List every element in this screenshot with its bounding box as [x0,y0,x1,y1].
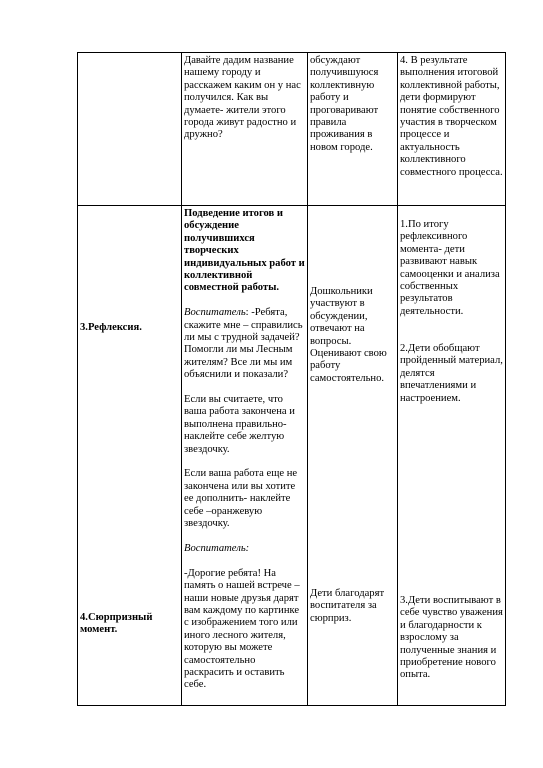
table-border-col2 [181,52,182,706]
summary-heading: Подведение итогов и обсуждение получившихся творческих индивидуальных работ и коллективной совместной работы. [184,208,305,294]
row1-col4-text: 4. В результате выполнения итоговой коллективной работы, дети формируют понятие собственного участия в творческом процессе и актуальность коллективного совместного процесса. [400,55,503,178]
orange-star-instruction: Если ваша работа еще не закончена или вы хотите ее дополнить- наклейте себе –оранжевую звездочку. [184,468,298,530]
table-border-top [77,52,506,53]
teacher-label: Воспитатель [184,307,246,319]
row2-col2-cell [184,208,305,692]
row1-col3-cell [310,55,396,154]
stage-reflection: 3.Рефлексия. [80,322,142,333]
stage-surprise: 4.Сюрпризный момент. [80,612,153,636]
table-border-bottom [77,705,506,706]
table-border-right [505,52,506,706]
row2-col4-respect: 3.Дети воспитывают в себе чувство уважения и благодарности к взрослому за полученные знания и приобретение нового опыта. [400,595,503,681]
teacher-label-2: Воспитатель: [184,542,250,554]
table-row-divider [77,205,506,206]
row1-col4-cell [400,55,504,179]
row2-col4-reflexive: 1.По итогу рефлексивного момента- дети развивают навык самооценки и анализа собственных результатов деятельности. [400,219,500,317]
row1-col2-cell [184,55,305,142]
row1-col3-text: обсуждают получившуюся коллективную работу и проговаривают правила проживания в новом городе. [310,55,379,153]
yellow-star-instruction: Если вы считаете, что ваша работа закончена и выполнена правильно- наклейте себе желтую звездочку. [184,394,295,455]
table-border-col4 [397,52,398,706]
row1-col2-text: Давайте дадим название нашему городу и расскажем каким он у нас получился. Как вы думаете- жители этого города живут радостно и дружно? [184,55,301,141]
gift-speech: -Дорогие ребята! На память о нашей встрече – наши новые друзья дарят вам каждому по картинке с изображением того или иного лесного жителя, которую вы можете самостоятельно раскрасить и оставить себе. [184,567,300,691]
teacher-question: Воспитатель: -Ребята, скажите мне – справились ли мы с трудной задачей? Помогли ли мы Лесным жителям? Все ли мы им объяснили и показали? [184,307,303,381]
table-border-col3 [307,52,308,706]
row2-col4-summarize: 2.Дети обобщают пройденный материал, делятся впечатлениями и настроением. [400,343,503,404]
row2-col3-discuss: Дошкольники участвуют в обсуждении, отвечают на вопросы. Оценивают свою работу самостоятельно. [310,286,387,384]
table-border-left [77,52,78,706]
row2-col3-thank: Дети благодарят воспитателя за сюрприз. [310,588,385,624]
